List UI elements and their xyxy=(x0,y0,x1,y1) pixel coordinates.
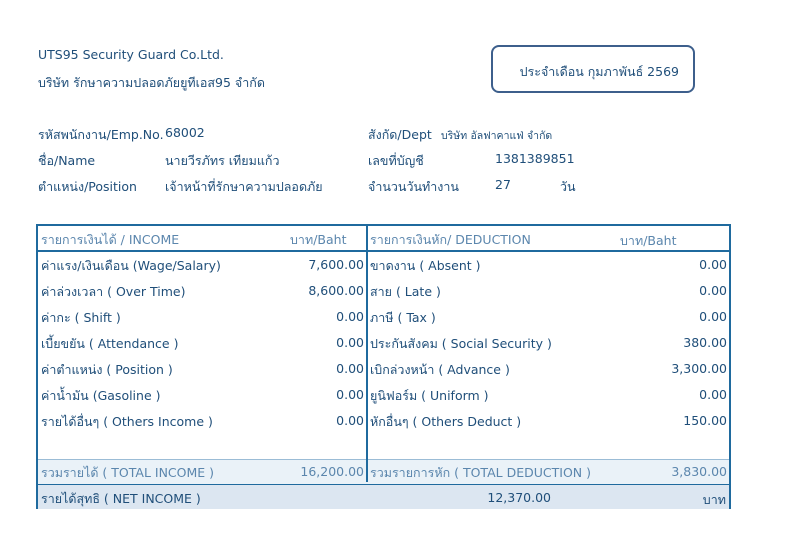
income-item-label: รายได้อื่นๆ ( Others Income ) xyxy=(41,414,213,429)
income-header: รายการเงินได้ / INCOME xyxy=(41,232,180,247)
income-item-amount: 7,600.00 xyxy=(308,257,364,272)
deduction-item-amount: 0.00 xyxy=(699,257,727,272)
deduction-item-amount: 0.00 xyxy=(699,283,727,298)
pay-period-box xyxy=(491,45,695,93)
income-item-amount: 0.00 xyxy=(336,413,364,428)
income-item-amount: 0.00 xyxy=(336,361,364,376)
deduction-item-label: เบิกล่วงหน้า ( Advance ) xyxy=(370,362,510,377)
deduction-item-label: สาย ( Late ) xyxy=(370,284,441,299)
total-deduction-amount: 3,830.00 xyxy=(671,464,727,479)
company-name-en: UTS95 Security Guard Co.Ltd. xyxy=(38,47,224,62)
workdays-value: 27 xyxy=(495,177,511,192)
workdays-label: จำนวนวันทำงาน xyxy=(368,179,459,194)
deduction-item-amount: 380.00 xyxy=(683,335,727,350)
account-label: เลขที่บัญชี xyxy=(368,153,424,168)
emp-name-value: นายวีรภัทร เทียมแก้ว xyxy=(165,153,280,168)
deduction-item-label: ประกันสังคม ( Social Security ) xyxy=(370,336,552,351)
emp-id-value: 68002 xyxy=(165,125,205,140)
total-income-amount: 16,200.00 xyxy=(300,464,364,479)
deduction-item-amount: 0.00 xyxy=(699,309,727,324)
emp-id-label: รหัสพนักงาน/Emp.No. xyxy=(38,127,164,142)
income-item-amount: 0.00 xyxy=(336,387,364,402)
income-item-label: ค่าล่วงเวลา ( Over Time) xyxy=(41,284,186,299)
net-income-amount: 12,370.00 xyxy=(487,490,551,505)
payslip-table xyxy=(36,224,731,509)
column-divider xyxy=(366,226,368,482)
total-deduction-label: รวมรายการหัก ( TOTAL DEDUCTION ) xyxy=(370,465,591,480)
deduction-item-amount: 150.00 xyxy=(683,413,727,428)
dept-value: บริษัท อัลฟาคาแฟ่ จำกัด xyxy=(441,130,553,142)
income-item-amount: 0.00 xyxy=(336,335,364,350)
deduction-item-label: ยูนิฟอร์ม ( Uniform ) xyxy=(370,388,489,403)
deduction-item-amount: 3,300.00 xyxy=(671,361,727,376)
total-income-label: รวมรายได้ ( TOTAL INCOME ) xyxy=(41,465,215,480)
emp-position-value: เจ้าหน้าที่รักษาความปลอดภัย xyxy=(165,179,323,194)
net-income-unit: บาท xyxy=(702,492,726,507)
income-item-label: ค่าแรง/เงินเดือน (Wage/Salary) xyxy=(41,258,221,273)
income-item-label: ค่าน้ำมัน (Gasoline ) xyxy=(41,388,161,403)
income-item-label: ค่าตำแหน่ง ( Position ) xyxy=(41,362,173,377)
emp-position-label: ตำแหน่ง/Position xyxy=(38,179,137,194)
deduction-item-label: ขาดงาน ( Absent ) xyxy=(370,258,481,273)
income-item-label: เบี้ยขยัน ( Attendance ) xyxy=(41,336,179,351)
dept-label: สังกัด/Dept xyxy=(368,127,432,142)
emp-name-label: ชื่อ/Name xyxy=(38,153,96,168)
pay-period: ประจำเดือน กุมภาพันธ์ 2569 xyxy=(519,64,679,79)
deduction-item-amount: 0.00 xyxy=(699,387,727,402)
deduction-unit-header: บาท/Baht xyxy=(620,233,677,248)
deduction-header: รายการเงินหัก/ DEDUCTION xyxy=(370,232,531,247)
income-item-amount: 8,600.00 xyxy=(308,283,364,298)
company-name-th: บริษัท รักษาความปลอดภัยยูทีเอส95 จำกัด xyxy=(38,75,265,90)
net-income-label: รายได้สุทธิ ( NET INCOME ) xyxy=(41,491,201,506)
account-value: 1381389851 xyxy=(495,151,575,166)
deduction-item-label: ภาษี ( Tax ) xyxy=(370,310,436,325)
deduction-item-label: หักอื่นๆ ( Others Deduct ) xyxy=(370,414,522,429)
income-item-label: ค่ากะ ( Shift ) xyxy=(41,310,121,325)
income-unit-header: บาท/Baht xyxy=(290,232,347,247)
income-item-amount: 0.00 xyxy=(336,309,364,324)
workdays-unit: วัน xyxy=(560,179,576,194)
